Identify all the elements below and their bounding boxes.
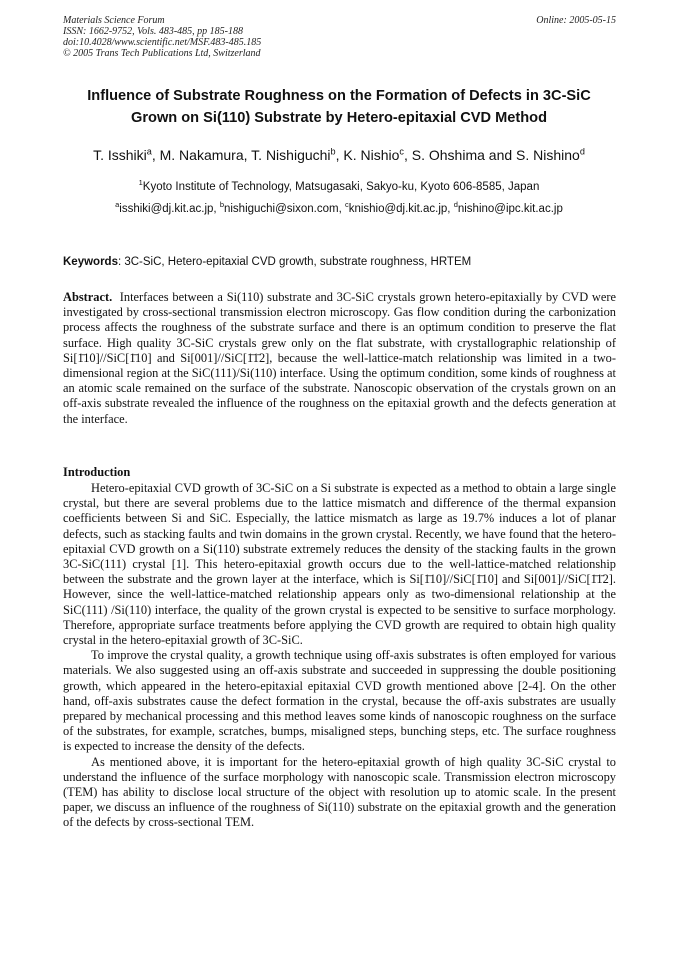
author-name: T. Isshiki [93, 147, 147, 163]
author-separator: , [403, 147, 412, 163]
email-address[interactable]: isshiki@dj.kit.ac.jp [119, 203, 214, 215]
affiliation-mark: 1 [138, 178, 143, 188]
journal-doi: doi:10.4028/www.scientific.net/MSF.483-485.185 [63, 37, 262, 48]
keywords [63, 255, 616, 269]
author [343, 147, 411, 163]
email-list [30, 202, 648, 216]
author [251, 147, 343, 163]
paragraph: As mentioned above, it is important for the hetero-epitaxial growth of high quality 3C-SiC crystal to understand the influence of the surface morphology with nanoscopic scale. Transmission electron microscopy (TEM) has ability to disclose local structure of the object with resolution up to atomic scale. In the present paper, we discuss an influence of the roughness of Si(110) substrate on the epitaxial growth and the generation of the defects by cross-sectional TEM. [63, 754, 616, 830]
author [412, 147, 585, 163]
journal-name: Materials Science Forum [63, 15, 165, 26]
email-separator: , [213, 203, 220, 215]
author-affil-mark: d [579, 146, 585, 157]
author-affil-mark: a [146, 146, 152, 157]
abstract [63, 290, 616, 427]
journal-header [63, 15, 616, 59]
paragraph: To improve the crystal quality, a growth technique using off-axis substrates is often employed for various materials. We also suggested using an off-axis substrate and succeeded in suppressing the double positioning growth, which appeared in the hetero-epitaxial epitaxial CVD growth mentioned above [2-4]. On the other hand, off-axis substrates cause the defect formation in the crystal, because the off-axis substrates are usually prepared by mechanical processing and this method leaves some kinds of nanoscopic roughness on the surface of the substrates, for example, scratches, bumps, misaligned steps, bunching steps, etc. The surface roughness is expected to increase the density of the defects. [63, 648, 616, 754]
paper-title [40, 85, 638, 129]
author-separator: , [151, 147, 160, 163]
email-address[interactable]: knishio@dj.kit.ac.jp [348, 203, 448, 215]
journal-copyright: © 2005 Trans Tech Publications Ltd, Switzerland [63, 48, 261, 59]
author-separator: , [335, 147, 344, 163]
paper-title-line-1: Influence of Substrate Roughness on the Formation of Defects in 3C-SiC [87, 88, 591, 104]
email-separator: , [447, 203, 454, 215]
abstract-label: Abstract. [63, 290, 113, 304]
journal-issn: ISSN: 1662-9752, Vols. 483-485, pp 185-188 [63, 26, 243, 37]
online-date: Online: 2005-05-15 [536, 15, 616, 26]
section-heading-introduction: Introduction [63, 465, 131, 479]
email-mark: a [115, 200, 120, 210]
paragraph: Hetero-epitaxial CVD growth of 3C-SiC on a Si substrate is expected as a method to obtain a large single crystal, but there are several problems due to the lattice mismatch and difference of the thermal expansion coefficients between Si and SiC. Especially, the lattice mismatch as large as 19.7% induces a lot of planar defects, such as stacking faults and twin domains in the grown crystal. Recently, we have found that the hetero-epitaxial CVD growth on a Si(110) substrate extremely reduces the density of the stacking faults in the grown 3C-SiC(111) crystal [1]. This hetero-epitaxial growth occurs due to the well-lattice-matched relationship between the substrate and the grown layer at the interface, which is Si[1̄10]//SiC[1̄10] and Si[001]//SiC[1̄1̄2]. However, since the well-lattice-matched relationship appears only as two-dimensional relationship at the SiC(111) /Si(110) interface, the quality of the grown crystal is expected to be sensitive to surface morphology. Therefore, appropriate surface treatments before applying the CVD growth are required to obtain high quality crystal in the hetero-epitaxial growth of 3C-SiC. [63, 481, 616, 648]
author-name: T. Nishiguchi [251, 147, 331, 163]
keywords-label: Keywords [63, 256, 118, 268]
author [160, 147, 252, 163]
author-affil-mark: b [330, 146, 336, 157]
email-mark: c [344, 200, 349, 210]
author-separator: , [243, 147, 252, 163]
email-mark: d [453, 200, 458, 210]
introduction-body [63, 481, 616, 831]
author-affil-mark: c [399, 146, 404, 157]
email-address[interactable]: nishino@ipc.kit.ac.jp [457, 203, 563, 215]
author-name: K. Nishio [343, 147, 400, 163]
paper-title-line-2: Grown on Si(110) Substrate by Hetero-epitaxial CVD Method [131, 110, 547, 126]
email-address[interactable]: nishiguchi@sixon.com [223, 203, 339, 215]
author-list [40, 146, 638, 164]
abstract-text: Interfaces between a Si(110) substrate and 3C-SiC crystals grown hetero-epitaxially by CVD were investigated by cross-sectional transmission electron microscopy. Gas flow condition during the carbonization process affects the roughness of the substrate surface and there is an optimum condition to preserve the flat surface. High quality 3C-SiC crystals grew only on the flat substrate, with crystallographic relationship of Si[1̄10]//SiC[1̄10] and Si[001]//SiC[1̄1̄2], because the well-lattice-match relationship was limited in a two-dimensional region at the SiC(111)/Si(110) interface. Using the optimum condition, some kinds of roughness at an atomic scale remained on the surface of the substrate. Nanoscopic observation of the crystals grown on an off-axis substrate revealed the influence of the roughness on the epitaxial growth and the defects generation at the interface. [63, 290, 616, 426]
affiliation [40, 180, 638, 194]
author [93, 147, 160, 163]
author-name: S. Ohshima and S. Nishino [411, 147, 580, 163]
keywords-text: : 3C-SiC, Hetero-epitaxial CVD growth, substrate roughness, HRTEM [117, 256, 472, 268]
affiliation-text: Kyoto Institute of Technology, Matsugasaki, Sakyo-ku, Kyoto 606-8585, Japan [142, 181, 540, 193]
author-name: M. Nakamura [159, 147, 244, 163]
email-separator: , [338, 203, 345, 215]
email-mark: b [219, 200, 224, 210]
